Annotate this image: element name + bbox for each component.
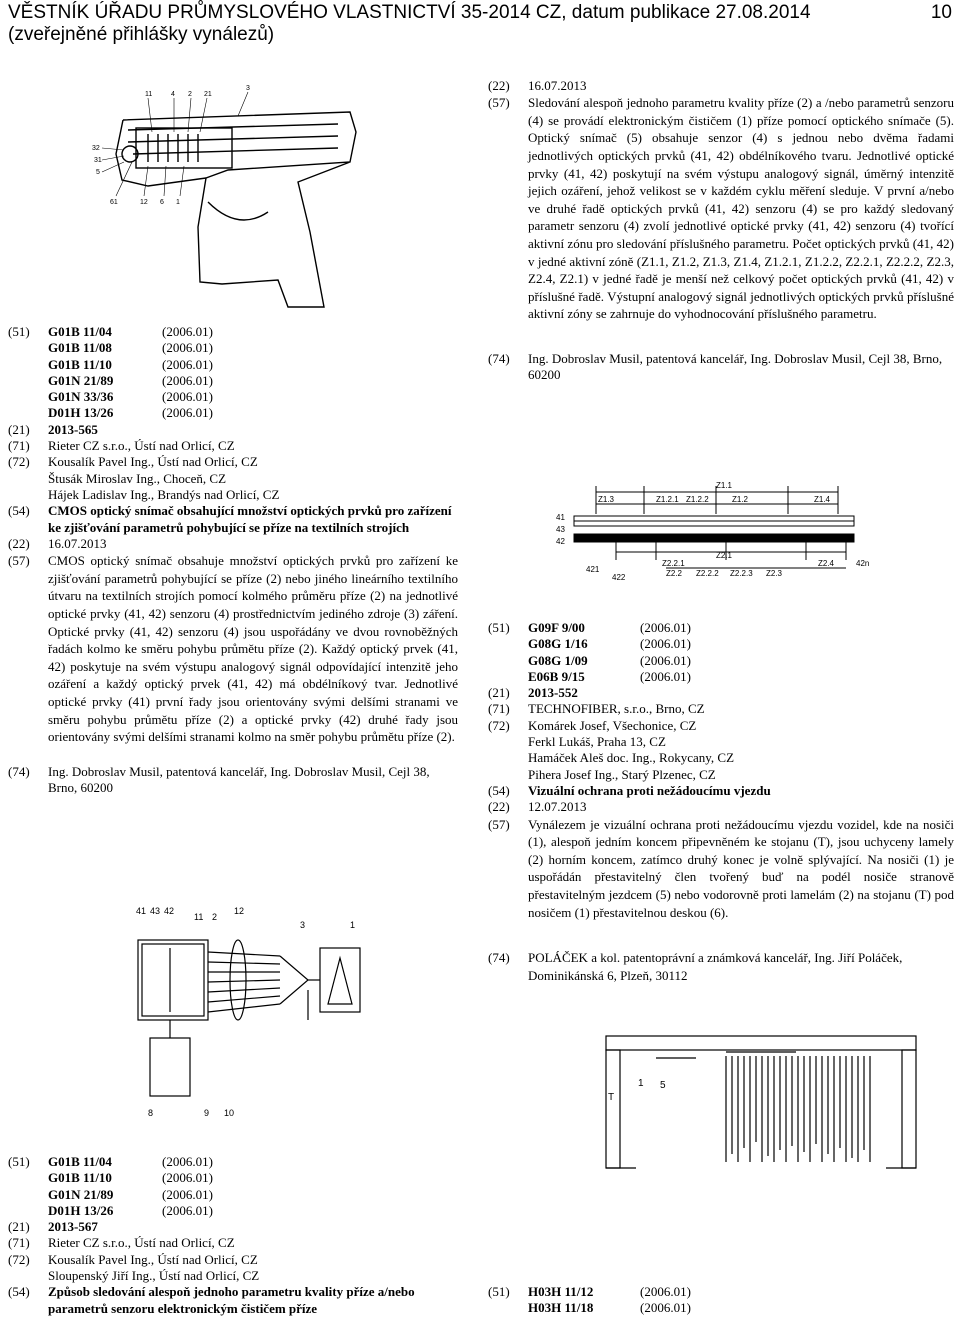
fig-label: 42 — [164, 906, 175, 916]
fig-label: Z1.2.1 — [656, 495, 679, 504]
entry-54: (54) Způsob sledování alespoň jednoho parametru kvality příze a/nebo parametrů senzoru elektronickým čističem příze — [8, 1284, 458, 1317]
fig-label: Z1.1 — [716, 481, 733, 490]
fig-label: 41 — [556, 513, 565, 522]
application-number: 2013-552 — [528, 685, 578, 701]
entry-54: (54) Vizuální ochrana proti nežádoucímu vjezdu — [488, 783, 954, 799]
fig-label: 10 — [224, 1108, 235, 1118]
application-2013-567-continued — [488, 78, 954, 384]
inventors: Kousalík Pavel Ing., Ústí nad Orlicí, CZ Štusák Miroslav Ing., Choceň, CZ Hájek Ladislav Ing., Brandýs nad Orlicí, CZ — [48, 454, 280, 502]
figure-protection-labels — [608, 1078, 666, 1103]
fig-label: 8 — [148, 1108, 154, 1118]
inventors: Kousalík Pavel Ing., Ústí nad Orlicí, CZ Sloupenský Jiří Ing., Ústí nad Orlicí, CZ — [48, 1251, 260, 1284]
fig-label: 43 — [556, 525, 565, 534]
entry-51: (51) G09F 9/00 (2006.01) G08G 1/16 (2006.01) G08G 1/09 (2006.01) E06B 9/15 (2006.01) — [488, 620, 954, 685]
attorney: Ing. Dobroslav Musil, patentová kancelář, Ing. Dobroslav Musil, Cejl 38, Brno, 60200 — [48, 763, 430, 795]
fig-label: 32 — [92, 145, 100, 152]
fig-label: 3 — [246, 85, 250, 92]
entry-51: (51) G01B 11/04 (2006.01) G01B 11/08 (2006.01) G01B 11/10 (2006.01) G01N 21/89 (2006.01) G01N 33/36 (2006.01) D01H 13/26 (2006.01) — [8, 324, 458, 422]
entry-57: (57) Vynálezem je vizuální ochrana proti nežádoucímu vjezdu vozidel, kde na nosiči (1), alespoň jedním koncem připevněném ke stojanu (T), jsou uchyceny lamely (2) horním koncem, zatímco druhý konec je volně splývající. Na nosiči (1) je uspořádán přestavitelný člen tvořený buď na podél nosiče stranově přestavitelným jezdcem (5) nebo vodorovně proti lamelám (2) na stojanu (T) pod nosičem (1) přestavitelnou deskou (6). — [488, 816, 954, 920]
application-2013-552 — [488, 620, 954, 984]
fig-label: 421 — [586, 565, 600, 574]
fig-label: 1 — [638, 1078, 644, 1089]
fig-label: 12 — [234, 906, 245, 916]
entry-74: (74) POLÁČEK a kol. patentoprávní a známková kancelář, Ing. Jiří Poláček, Dominikánská 6, Plzeň, 30112 — [488, 949, 954, 984]
fig-label: Z1.2 — [732, 495, 749, 504]
fig-label: Z2.2.1 — [662, 559, 685, 568]
entry-51: (51) H03H 11/12 (2006.01) H03H 11/18 (2006.01) — [488, 1284, 954, 1317]
figure-sensor-zones — [556, 476, 886, 586]
fig-label: 43 — [150, 906, 161, 916]
fig-label: Z1.2.2 — [686, 495, 709, 504]
class-list: G01B 11/04 (2006.01) G01B 11/08 (2006.01) G01B 11/10 (2006.01) G01N 21/89 (2006.01) G01N 33/36 (2006.01) D01H 13/26 (2006.01) — [48, 324, 213, 421]
fig-label: 5 — [96, 169, 100, 176]
fig-label: 5 — [660, 1080, 666, 1091]
entry-74: (74) Ing. Dobroslav Musil, patentová kancelář, Ing. Dobroslav Musil, Cejl 38, Brno, 60200 — [8, 764, 458, 797]
page-header — [8, 2, 952, 46]
entry-54: (54) CMOS optický snímač obsahující množství optických prvků pro zařízení ke zjišťování parametrů pohybující se příze na textilních strojích — [8, 503, 458, 536]
fig-label: 3 — [300, 920, 306, 930]
fig-label: Z2.2.2 — [696, 569, 719, 578]
fig-label: 1 — [176, 199, 180, 206]
entry-72: (72) Kousalík Pavel Ing., Ústí nad Orlicí, CZ Štusák Miroslav Ing., Choceň, CZ Hájek Ladislav Ing., Brandýs nad Orlicí, CZ — [8, 454, 458, 503]
abstract: CMOS optický snímač obsahuje množství optických prvků pro zařízení ke zjišťování parametrů pohybující se příze (2) nebo jiného lineárního textilního útvaru na textilních strojích pomocí kolmého průměru příze (2) na jednotlivé optické prvky (41, 42) senzoru (4) prostřednictvím jediného zdroje (3) záření. Optické prvky (41, 42) senzoru (4) jsou uspořádány ve dvou rovnoběžných řadách kolmo ke směru pohybu průmětu příze (2). Každý optický prvek (41, 42) poskytuje na svém výstupu analogový signál odpovídající intenzitě jeho ozáření a každý optický prvek (41, 42) má obdélníkový tvar. Jednotlivé optické prvky (41) první řady jsou orientovány svými delšími stranami ve směru pohybu průmětu příze (2) a optické prvky (42) druhé řady jsou orientovány svými delšími stranami kolmo na směr pohybu průmětu příze (2). — [48, 553, 458, 745]
applicant: TECHNOFIBER, s.r.o., Brno, CZ — [528, 701, 705, 717]
invention-title: Vizuální ochrana proti nežádoucímu vjezdu — [528, 782, 771, 798]
entry-72: (72) Komárek Josef, Všechonice, CZ Ferkl Lukáš, Praha 13, CZ Hamáček Aleš doc. Ing., Rokycany, CZ Pihera Josef Ing., Starý Plzenec, CZ — [488, 718, 954, 783]
entry-51: (51) G01B 11/04 (2006.01) G01B 11/10 (2006.01) G01N 21/89 (2006.01) D01H 13/26 (2006.01) — [8, 1154, 458, 1219]
fig-label: 11 — [194, 912, 204, 922]
filing-date: 16.07.2013 — [528, 78, 587, 93]
fig-label: T — [608, 1092, 615, 1103]
journal-title: VĚSTNÍK ÚŘADU PRŮMYSLOVÉHO VLASTNICTVÍ 35-2014 CZ, datum publikace 27.08.2014 — [8, 2, 811, 23]
figure-cmos-sensor — [130, 900, 370, 1122]
fig-label: 422 — [612, 573, 626, 582]
fig-label: 6 — [160, 199, 164, 206]
application-next — [488, 1284, 954, 1317]
figure-pistol-labels — [92, 85, 250, 206]
applicant: Rieter CZ s.r.o., Ústí nad Orlicí, CZ — [48, 1235, 235, 1251]
application-2013-565 — [8, 324, 458, 796]
fig-label: 2 — [188, 91, 192, 98]
application-number: 2013-567 — [48, 1219, 98, 1235]
fig-label: 1 — [350, 920, 356, 930]
figure-vehicle-protection — [596, 1022, 926, 1172]
entry-22: (22) 16.07.2013 — [8, 536, 458, 552]
fig-label: Z1.3 — [598, 495, 615, 504]
fig-label: Z2.2.3 — [730, 569, 753, 578]
fig-label: 12 — [140, 199, 148, 206]
application-2013-567 — [8, 1154, 458, 1317]
class-list: H03H 11/12 (2006.01) H03H 11/18 (2006.01) — [528, 1284, 691, 1316]
fig-label: 31 — [94, 157, 102, 164]
fig-label: 2 — [212, 912, 218, 922]
entry-71: (71) Rieter CZ s.r.o., Ústí nad Orlicí, CZ — [8, 1235, 458, 1251]
journal-subtitle: (zveřejněné přihlášky vynálezů) — [8, 24, 275, 45]
filing-date: 16.07.2013 — [48, 535, 107, 551]
entry-74: (74) Ing. Dobroslav Musil, patentová kancelář, Ing. Dobroslav Musil, Cejl 38, Brno, 60200 — [488, 351, 954, 384]
applicant: Rieter CZ s.r.o., Ústí nad Orlicí, CZ — [48, 438, 235, 454]
entry-57: (57) Sledování alespoň jednoho parametru kvality příze (2) a /nebo parametrů senzoru (4) se provádí elektronickým čističem (1) příze pomocí optického snímače (5). Optický snímač (5) obsahuje senzor (4) s jednou nebo dvěma řadami jednotlivých optických prvků (41, 42) obdélníkového tvaru. Jednotlivé optické prvky (41, 42) poskytují na svém výstupu analogový signál, úměrný intenzitě jejich ozáření, jehož velikost se v každém cyklu měření sleduje. V první a/nebo ve druhé řadě optických prvků (41, 42) senzoru (4) se pro každý sledovaný parametr senzoru (4) zvolí jednotlivé optické prvky (41, 42) senzoru (4) tvořící aktivní zónu pro sledování příslušného parametru. Počet optických prvků (41, 42) v jedné aktivní zóně (Z1.1, Z1.2, Z1.3, Z1.4, Z1.2.1, Z1.2.2, Z2.2.1, Z2.2.2, Z2.3, Z2.4, Z2.1) v jedné řadě je menší než celkový počet optických prvků (41, 42) v příslušné řadě. Výstupní analogový signál jednotlivých optických prvků příslušné aktivní zóny se zahrnuje do vyhodnocování příslušného parametru. — [488, 95, 954, 322]
fig-label: 42 — [556, 537, 565, 546]
invention-title: Způsob sledování alespoň jednoho parametru kvality příze a/nebo parametrů senzoru elektronickým čističem příze — [48, 1284, 415, 1316]
fig-label: Z2.4 — [818, 559, 835, 568]
fig-label: Z2.1 — [716, 551, 733, 560]
application-number: 2013-565 — [48, 421, 98, 437]
fig-label: Z2.3 — [766, 569, 783, 578]
entry-71: (71) TECHNOFIBER, s.r.o., Brno, CZ — [488, 701, 954, 717]
class-list: G09F 9/00 (2006.01) G08G 1/16 (2006.01) G08G 1/09 (2006.01) E06B 9/15 (2006.01) — [528, 620, 691, 684]
figure-sensor-zone-labels — [556, 481, 869, 582]
abstract: Vynálezem je vizuální ochrana proti nežádoucímu vjezdu vozidel, kde na nosiči (1), alespoň jedním koncem připevněném ke stojanu (T), jsou uchyceny lamely (2) horním koncem, zatímco druhý konec je volně splývající. Na nosiči (1) je uspořádán přestavitelný člen tvořený buď na podél nosiče stranově přestavitelným jezdcem (5) nebo vodorovně proti lamelám (2) na stojanu (T) pod nosičem (1) přestavitelnou deskou (6). — [528, 816, 954, 920]
class-list: G01B 11/04 (2006.01) G01B 11/10 (2006.01) G01N 21/89 (2006.01) D01H 13/26 (2006.01) — [48, 1154, 213, 1218]
entry-22: (22) 12.07.2013 — [488, 799, 954, 815]
entry-21: (21) 2013-552 — [488, 685, 954, 701]
entry-22: (22) 16.07.2013 — [488, 78, 954, 94]
fig-label: 42n — [856, 559, 870, 568]
entry-72: (72) Kousalík Pavel Ing., Ústí nad Orlicí, CZ Sloupenský Jiří Ing., Ústí nad Orlicí, CZ — [8, 1252, 458, 1285]
page-number: 10 — [930, 2, 952, 23]
fig-label: 11 — [145, 91, 153, 98]
inventors: Komárek Josef, Všechonice, CZ Ferkl Lukáš, Praha 13, CZ Hamáček Aleš doc. Ing., Rokycany, CZ Pihera Josef Ing., Starý Plzenec, CZ — [528, 717, 735, 782]
filing-date: 12.07.2013 — [528, 799, 587, 815]
abstract: Sledování alespoň jednoho parametru kvality příze (2) a /nebo parametrů senzoru (4) se provádí elektronickým čističem (1) příze pomocí optického snímače (5). Optický snímač (5) obsahuje senzor (4) s jednou nebo dvěma řadami jednotlivých optických prvků (41, 42) obdélníkového tvaru. Jednotlivé optické prvky (41, 42) poskytují na svém výstupu analogový signál, úměrný intenzitě jejich ozáření, jehož velikost se v každém cyklu měření sleduje. V první a/nebo ve druhé řadě optických prvků (41, 42) senzoru (4) se pro každý sledovaný parametr senzoru (4) zvolí jednotlivé optické prvky (41, 42) senzoru (4) tvořící aktivní zónu pro sledování příslušného parametru. Počet optických prvků (41, 42) v jedné aktivní zóně (Z1.1, Z1.2, Z1.3, Z1.4, Z1.2.1, Z1.2.2, Z2.2.1, Z2.2.2, Z2.3, Z2.4, Z2.1) v jedné řadě je menší než celkový počet optických prvků (41, 42) v příslušné řadě. Výstupní analogový signál jednotlivých optických prvků příslušné aktivní zóny se zahrnuje do vyhodnocování příslušného parametru. — [528, 95, 954, 322]
fig-label: 4 — [171, 91, 175, 98]
fig-label: 9 — [204, 1108, 210, 1118]
fig-label: Z1.4 — [814, 495, 831, 504]
figure-pistol — [88, 82, 388, 317]
entry-71: (71) Rieter CZ s.r.o., Ústí nad Orlicí, CZ — [8, 438, 458, 454]
fig-label: Z2.2 — [666, 569, 683, 578]
entry-21: (21) 2013-567 — [8, 1219, 458, 1235]
attorney: Ing. Dobroslav Musil, patentová kancelář, Ing. Dobroslav Musil, Cejl 38, Brno, 60200 — [528, 351, 943, 383]
attorney: POLÁČEK a kol. patentoprávní a známková kancelář, Ing. Jiří Poláček, Dominikánská 6, Plzeň, 30112 — [528, 950, 903, 983]
invention-title: CMOS optický snímač obsahující množství optických prvků pro zařízení ke zjišťování parametrů pohybující se příze na textilních strojích — [48, 503, 452, 535]
entry-21: (21) 2013-565 — [8, 422, 458, 438]
entry-57: (57) CMOS optický snímač obsahuje množství optických prvků pro zařízení ke zjišťování parametrů pohybující se příze (2) nebo jiného lineárního textilního útvaru na textilních strojích pomocí kolmého průměru příze (2) na jednotlivé optické prvky (41, 42) senzoru (4) prostřednictvím jediného zdroje (3) záření. Optické prvky (41, 42) senzoru (4) jsou uspořádány ve dvou rovnoběžných řadách kolmo ke směru pohybu průmětu příze (2). Každý optický prvek (41, 42) poskytuje na svém výstupu analogový signál odpovídající intenzitě jeho ozáření a každý optický prvek (41, 42) má obdélníkový tvar. Jednotlivé optické prvky (41) první řady jsou orientovány svými delšími stranami ve směru pohybu průmětu příze (2) a optické prvky (42) druhé řady jsou orientovány svými delšími stranami kolmo na směr pohybu průmětu příze (2). — [8, 553, 458, 745]
fig-label: 61 — [110, 199, 118, 206]
fig-label: 21 — [204, 91, 212, 98]
fig-label: 41 — [136, 906, 147, 916]
